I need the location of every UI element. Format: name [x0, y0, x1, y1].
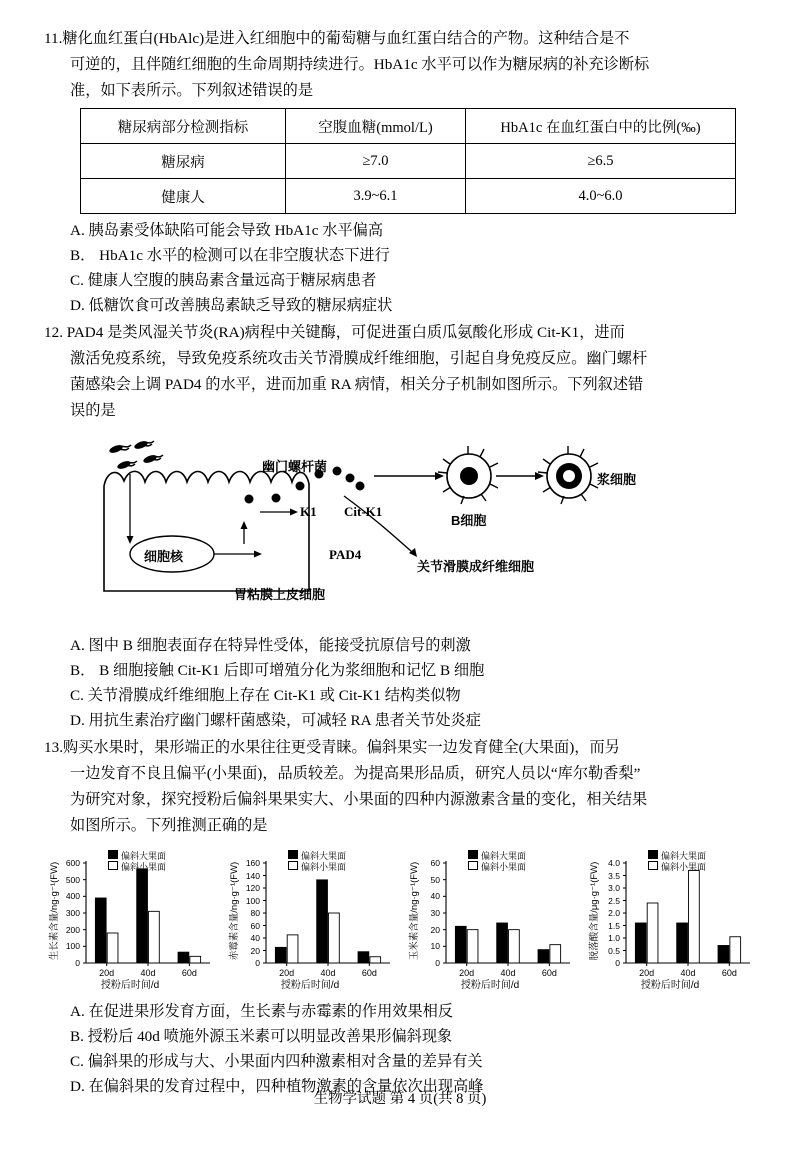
- y-tick-label: 10: [430, 941, 440, 952]
- x-axis-label: 授粉后时间/d: [640, 980, 700, 991]
- table-cell: ≥7.0: [286, 144, 466, 179]
- legend-label: 偏斜小果面: [301, 862, 347, 872]
- legend-swatch: [288, 861, 298, 870]
- bar: [550, 945, 561, 963]
- legend-label: 偏斜小果面: [481, 862, 527, 872]
- question-11-stem-line-2: 可逆的，且伴随红细胞的生命周期持续进行。HbA1c 水平可以作为糖尿病的补充诊断标: [70, 56, 650, 73]
- question-12-number: 12.: [44, 324, 63, 341]
- table-row: [81, 144, 736, 179]
- y-tick-label: 0.5: [608, 945, 620, 956]
- legend-label: 偏斜大果面: [121, 851, 167, 861]
- y-tick-label: 20: [430, 924, 440, 935]
- y-tick-label: 120: [245, 883, 260, 893]
- legend-swatch: [648, 861, 658, 870]
- y-tick-label: 0: [435, 958, 440, 968]
- legend-label: 偏斜小果面: [661, 862, 707, 872]
- y-tick-label: 500: [65, 874, 80, 885]
- question-11: [44, 26, 756, 318]
- question-12-stem-text-1: PAD4 是类风湿关节炎(RA)病程中关键酶，可促进蛋白质瓜氨酸化形成 Cit-K1，进而: [66, 324, 625, 341]
- y-tick-label: 3.5: [608, 870, 620, 881]
- bar: [689, 871, 700, 964]
- legend-entry: [288, 860, 346, 873]
- question-12-stem-line-2: 激活免疫系统，导致免疫系统攻击关节滑膜成纤维细胞，引起自身免疫反应。幽门螺杆: [70, 350, 648, 367]
- y-tick-label: 2.5: [608, 895, 620, 906]
- diabetes-indicator-table: [80, 108, 736, 214]
- table-header-cell: 空腹血糖(mmol/L): [286, 109, 466, 144]
- y-tick-label: 4.0: [608, 858, 620, 868]
- label-pad4: PAD4: [329, 547, 362, 562]
- label-k1: K1: [300, 504, 317, 519]
- y-axis-label: 赤霉素含量/ng·g⁻¹(FW): [229, 861, 240, 961]
- page-content: [44, 26, 756, 1101]
- question-11-option-a: A. 胰岛素受体缺陷可能会导致 HbA1c 水平偏高: [70, 222, 384, 239]
- label-nucleus: 细胞核: [144, 549, 184, 564]
- label-plasma-cell: 浆细胞: [597, 472, 637, 487]
- chart-4: [584, 845, 756, 995]
- legend-label: 偏斜大果面: [481, 851, 527, 861]
- chart-1: [44, 845, 216, 995]
- y-tick-label: 100: [65, 941, 80, 952]
- question-13-option-d: D. 在偏斜果的发育过程中，四种植物激素的含量依次出现高峰: [70, 1078, 484, 1095]
- bar: [730, 937, 741, 963]
- question-11-option-c: C. 健康人空腹的胰岛素含量远高于糖尿病患者: [70, 272, 377, 289]
- question-11-stem-text-1: 糖化血红蛋白(HbAlc)是进入红细胞中的葡萄糖与血红蛋白结合的产物。这种结合是不: [62, 30, 630, 47]
- y-axis-label: 脱落酸含量/μg·g⁻¹(FW): [589, 861, 600, 961]
- legend-swatch: [108, 850, 118, 859]
- table-cell: 糖尿病: [81, 144, 286, 179]
- table-header-cell: 糖尿病部分检测指标: [81, 109, 286, 144]
- table-cell: 健康人: [81, 179, 286, 214]
- question-13-option-b: B. 授粉后 40d 喷施外源玉米素可以明显改善果形偏斜现象: [70, 1028, 453, 1045]
- bar: [137, 869, 148, 963]
- label-helicobacter-pylori: 幽门螺杆菌: [262, 459, 328, 474]
- table-cell: 4.0~6.0: [466, 179, 736, 214]
- y-tick-label: 50: [430, 874, 440, 885]
- x-tick-label: 20d: [459, 968, 475, 978]
- bar: [467, 930, 478, 963]
- legend-swatch: [468, 861, 478, 870]
- bar: [317, 880, 328, 963]
- question-12: [44, 320, 756, 733]
- y-tick-label: 0: [255, 958, 260, 968]
- x-tick-label: 40d: [140, 968, 156, 978]
- question-11-option-d: D. 低糖饮食可改善胰岛素缺乏导致的糖尿病症状: [70, 297, 393, 314]
- y-tick-label: 0: [615, 958, 620, 968]
- y-tick-label: 20: [250, 945, 260, 956]
- y-tick-label: 30: [430, 908, 440, 918]
- x-tick-label: 60d: [181, 968, 197, 978]
- question-13-option-a: A. 在促进果形发育方面，生长素与赤霉素的作用效果相反: [70, 1003, 454, 1020]
- legend-swatch: [468, 850, 478, 859]
- x-tick-label: 40d: [680, 968, 696, 978]
- x-axis-label: 授粉后时间/d: [460, 980, 520, 991]
- bar: [370, 957, 381, 963]
- bar: [677, 923, 688, 963]
- question-11-number: 11.: [44, 30, 63, 47]
- bar: [538, 950, 549, 963]
- table-cell: 3.9~6.1: [286, 179, 466, 214]
- y-tick-label: 600: [65, 858, 80, 868]
- question-12-stem-line-1: [44, 320, 756, 346]
- table-header-row: [81, 109, 736, 144]
- ra-mechanism-diagram: [44, 426, 756, 631]
- x-tick-label: 20d: [639, 968, 655, 978]
- legend-swatch: [108, 861, 118, 870]
- question-13-stem-line-4: 如图所示。下列推测正确的是: [70, 817, 268, 834]
- y-tick-label: 80: [250, 908, 260, 918]
- bar: [95, 898, 106, 963]
- table-cell: ≥6.5: [466, 144, 736, 179]
- question-13-number: 13.: [44, 739, 63, 756]
- bar: [635, 923, 646, 963]
- bar: [497, 923, 508, 963]
- bar: [275, 947, 286, 963]
- y-tick-label: 40: [250, 933, 260, 943]
- y-tick-label: 140: [245, 870, 260, 881]
- legend-swatch: [288, 850, 298, 859]
- bar: [107, 933, 118, 963]
- question-12-option-d: D. 用抗生素治疗幽门螺杆菌感染，可减轻 RA 患者关节处炎症: [70, 712, 481, 729]
- y-axis-label: 生长素含量/ng·g⁻¹(FW): [49, 861, 60, 961]
- legend-label: 偏斜大果面: [661, 851, 707, 861]
- y-tick-label: 3.0: [608, 883, 620, 893]
- x-tick-label: 20d: [279, 968, 295, 978]
- y-tick-label: 1.5: [608, 920, 620, 931]
- table-header-cell: HbA1c 在血红蛋白中的比例(‰): [466, 109, 736, 144]
- y-tick-label: 100: [245, 895, 260, 906]
- y-tick-label: 200: [65, 924, 80, 935]
- question-12-stem-line-3: 菌感染会上调 PAD4 的水平，进而加重 RA 病情，相关分子机制如图所示。下列叙述错: [70, 376, 644, 393]
- question-11-stem-line-3: 准，如下表所示。下列叙述错误的是: [70, 82, 313, 99]
- y-tick-label: 40: [430, 891, 440, 902]
- question-13-stem-text-1: 购买水果时，果形端正的水果往往更受青睐。偏斜果实一边发育健全(大果面)，而另: [62, 739, 620, 756]
- ra-diagram-svg: [44, 426, 756, 631]
- y-tick-label: 60: [430, 858, 440, 868]
- question-12-option-b: B． B 细胞接触 Cit-K1 后即可增殖分化为浆细胞和记忆 B 细胞: [70, 662, 485, 679]
- y-tick-label: 60: [250, 920, 260, 931]
- question-11-stem-line-1: [44, 26, 756, 52]
- x-axis-label: 授粉后时间/d: [100, 980, 160, 991]
- x-tick-label: 20d: [99, 968, 115, 978]
- label-b-cell: B细胞: [451, 513, 487, 528]
- label-synovial-fibroblast: 关节滑膜成纤维细胞: [417, 559, 535, 574]
- question-13-stem-line-3: 为研究对象，探究授粉后偏斜果果实大、小果面的四种内源激素含量的变化，相关结果: [70, 791, 648, 808]
- x-tick-label: 60d: [721, 968, 737, 978]
- table-row: [81, 179, 736, 214]
- x-tick-label: 60d: [361, 968, 377, 978]
- question-12-stem-line-4: 误的是: [70, 402, 116, 419]
- legend-label: 偏斜大果面: [301, 851, 347, 861]
- chart-3: [404, 845, 576, 995]
- label-gastric-mucosa-epithelium: 胃粘膜上皮细胞: [234, 587, 326, 602]
- page-footer: 生物学试题 第 4 页(共 8 页): [313, 1091, 487, 1107]
- y-tick-label: 400: [65, 891, 80, 902]
- y-tick-label: 0: [75, 958, 80, 968]
- hormone-charts: [44, 845, 756, 995]
- question-13-stem-line-2: 一边发育不良且偏平(小果面)，品质较差。为提高果形品质，研究人员以“库尔勒香梨”: [70, 765, 641, 782]
- bar: [190, 956, 201, 963]
- question-12-option-c: C. 关节滑膜成纤维细胞上存在 Cit-K1 或 Cit-K1 结构类似物: [70, 687, 461, 704]
- y-axis-label: 玉米素含量/ng·g⁻¹(FW): [409, 861, 420, 961]
- chart-2: [224, 845, 396, 995]
- bar: [149, 911, 160, 963]
- bar: [647, 903, 658, 963]
- x-axis-label: 授粉后时间/d: [280, 980, 340, 991]
- bar: [455, 926, 466, 963]
- question-13-stem-line-1: [44, 735, 756, 761]
- y-tick-label: 2.0: [608, 908, 620, 918]
- x-tick-label: 40d: [500, 968, 516, 978]
- label-cit-k1: Cit-K1: [344, 504, 383, 519]
- x-tick-label: 60d: [541, 968, 557, 978]
- bar: [329, 913, 340, 963]
- bar: [287, 935, 298, 963]
- bar: [509, 930, 520, 963]
- question-13-option-c: C. 偏斜果的形成与大、小果面内四种激素相对含量的差异有关: [70, 1053, 483, 1070]
- bar: [178, 952, 189, 963]
- y-tick-label: 300: [65, 908, 80, 918]
- y-tick-label: 160: [245, 858, 260, 868]
- legend-label: 偏斜小果面: [121, 862, 167, 872]
- legend-swatch: [648, 850, 658, 859]
- y-tick-label: 1.0: [608, 933, 620, 943]
- legend-entry: [108, 860, 166, 873]
- legend-entry: [468, 860, 526, 873]
- bar: [718, 946, 729, 964]
- x-tick-label: 40d: [320, 968, 336, 978]
- question-12-option-a: A. 图中 B 细胞表面存在特异性受体，能接受抗原信号的刺激: [70, 637, 471, 654]
- bar: [358, 952, 369, 963]
- question-11-option-b: B． HbA1c 水平的检测可以在非空腹状态下进行: [70, 247, 390, 264]
- question-13: [44, 735, 756, 1099]
- legend-entry: [648, 860, 706, 873]
